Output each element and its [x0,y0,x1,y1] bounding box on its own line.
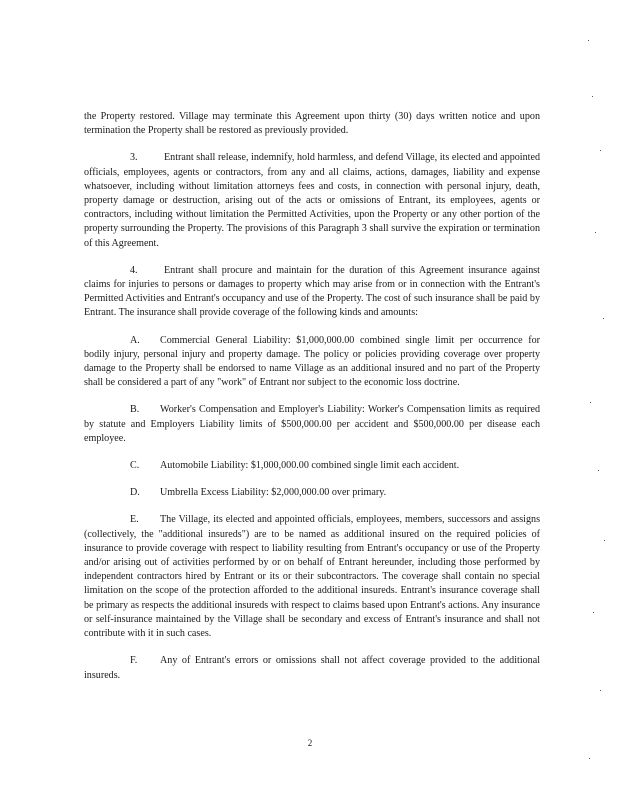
subparagraph-f-text: Any of Entrant's errors or omissions shall not affect coverage provided to the additional insureds. [84,655,540,681]
subparagraph-e [84,513,540,641]
subparagraph-c-text: Automobile Liability: $1,000,000.00 combined single limit each accident. [160,460,460,472]
subparagraph-e-text: The Village, its elected and appointed officials, employees, members, successors and assigns (collectively, the "additional insureds") are to be named as additional insured on the required policies of insurance to provide coverage with respect to liability resulting from Entrant's occupancy or use of the Property and/or arising out of activities performed by or on behalf of Entrant hereunder, including those performed by independent contractors hired by Entrant or its or their subcontractors. The coverage shall contain no special limitation on the scope of the protection afforded to the additional insureds. Entrant's insurance coverage shall be primary as respects the additional insureds with respect to claims based upon Entrant's actions. Any insurance or self-insurance maintained by the Village shall be secondary and excess of Entrant's insurance and shall not contribute with it in such cases. [84,514,540,640]
paragraph-3-text: Entrant shall release, indemnify, hold harmless, and defend Village, its elected and appointed officials, employees, agents or contractors, from any and all claims, actions, damages, liability and expense whatsoever, including without limitation attorneys fees and costs, in connection with personal injury, death, property damage or destruction, arising out of the acts or omissions of Entrant, its employees, agents or contractors, including without limitation the Permitted Activities, upon the Property or any other portion of the property surrounding the Property. The provisions of this Paragraph 3 shall survive the expiration or termination of this Agreement. [84,152,540,249]
subparagraph-d-text: Umbrella Excess Liability: $2,000,000.00 over primary. [160,487,387,499]
subparagraph-b [84,403,540,446]
page-number: 2 [307,738,313,748]
paragraph-4-number: 4. [130,264,138,276]
paragraph-4 [84,264,540,321]
subparagraph-a-letter: A. [130,334,140,346]
paragraph-3 [84,151,540,250]
subparagraph-c-letter: C. [130,460,140,472]
subparagraph-a-text: Commercial General Liability: $1,000,000.00 combined single limit per occurrence for bodily injury, personal injury and property damage. The policy or policies providing coverage over property damage to the Property shall be endorsed to name Village as an additional insured and no part of the Property shall be considered a part of any "work" of Entrant nor subject to the economic loss doctrine. [84,334,540,389]
subparagraph-e-letter: E. [130,514,139,526]
subparagraph-b-letter: B. [130,404,140,416]
subparagraph-a [84,334,540,391]
subparagraph-d [84,486,540,500]
paragraph-4-text: Entrant shall procure and maintain for the duration of this Agreement insurance against claims for injuries to persons or damages to property which may arise from or in connection with the Entrant's Permitted Activities and Entrant's occupancy and use of the Property. The cost of such insurance shall be paid by Entrant. The insurance shall provide coverage of the following kinds and amounts: [84,264,540,319]
subparagraph-c [84,459,540,473]
subparagraph-f [84,654,540,682]
subparagraph-b-text: Worker's Compensation and Employer's Liability: Worker's Compensation limits as required by statute and Employers Liability limits of $500,000.00 per accident and $500,000.00 per disease each employee. [84,404,540,444]
subparagraph-d-letter: D. [130,487,140,499]
paragraph-3-number: 3. [130,152,138,164]
lead-paragraph: the Property restored. Village may terminate this Agreement upon thirty (30) days written notice and upon termination the Property shall be restored as previously provided. [84,111,540,137]
subparagraph-f-letter: F. [130,655,138,667]
document-body [84,110,540,696]
